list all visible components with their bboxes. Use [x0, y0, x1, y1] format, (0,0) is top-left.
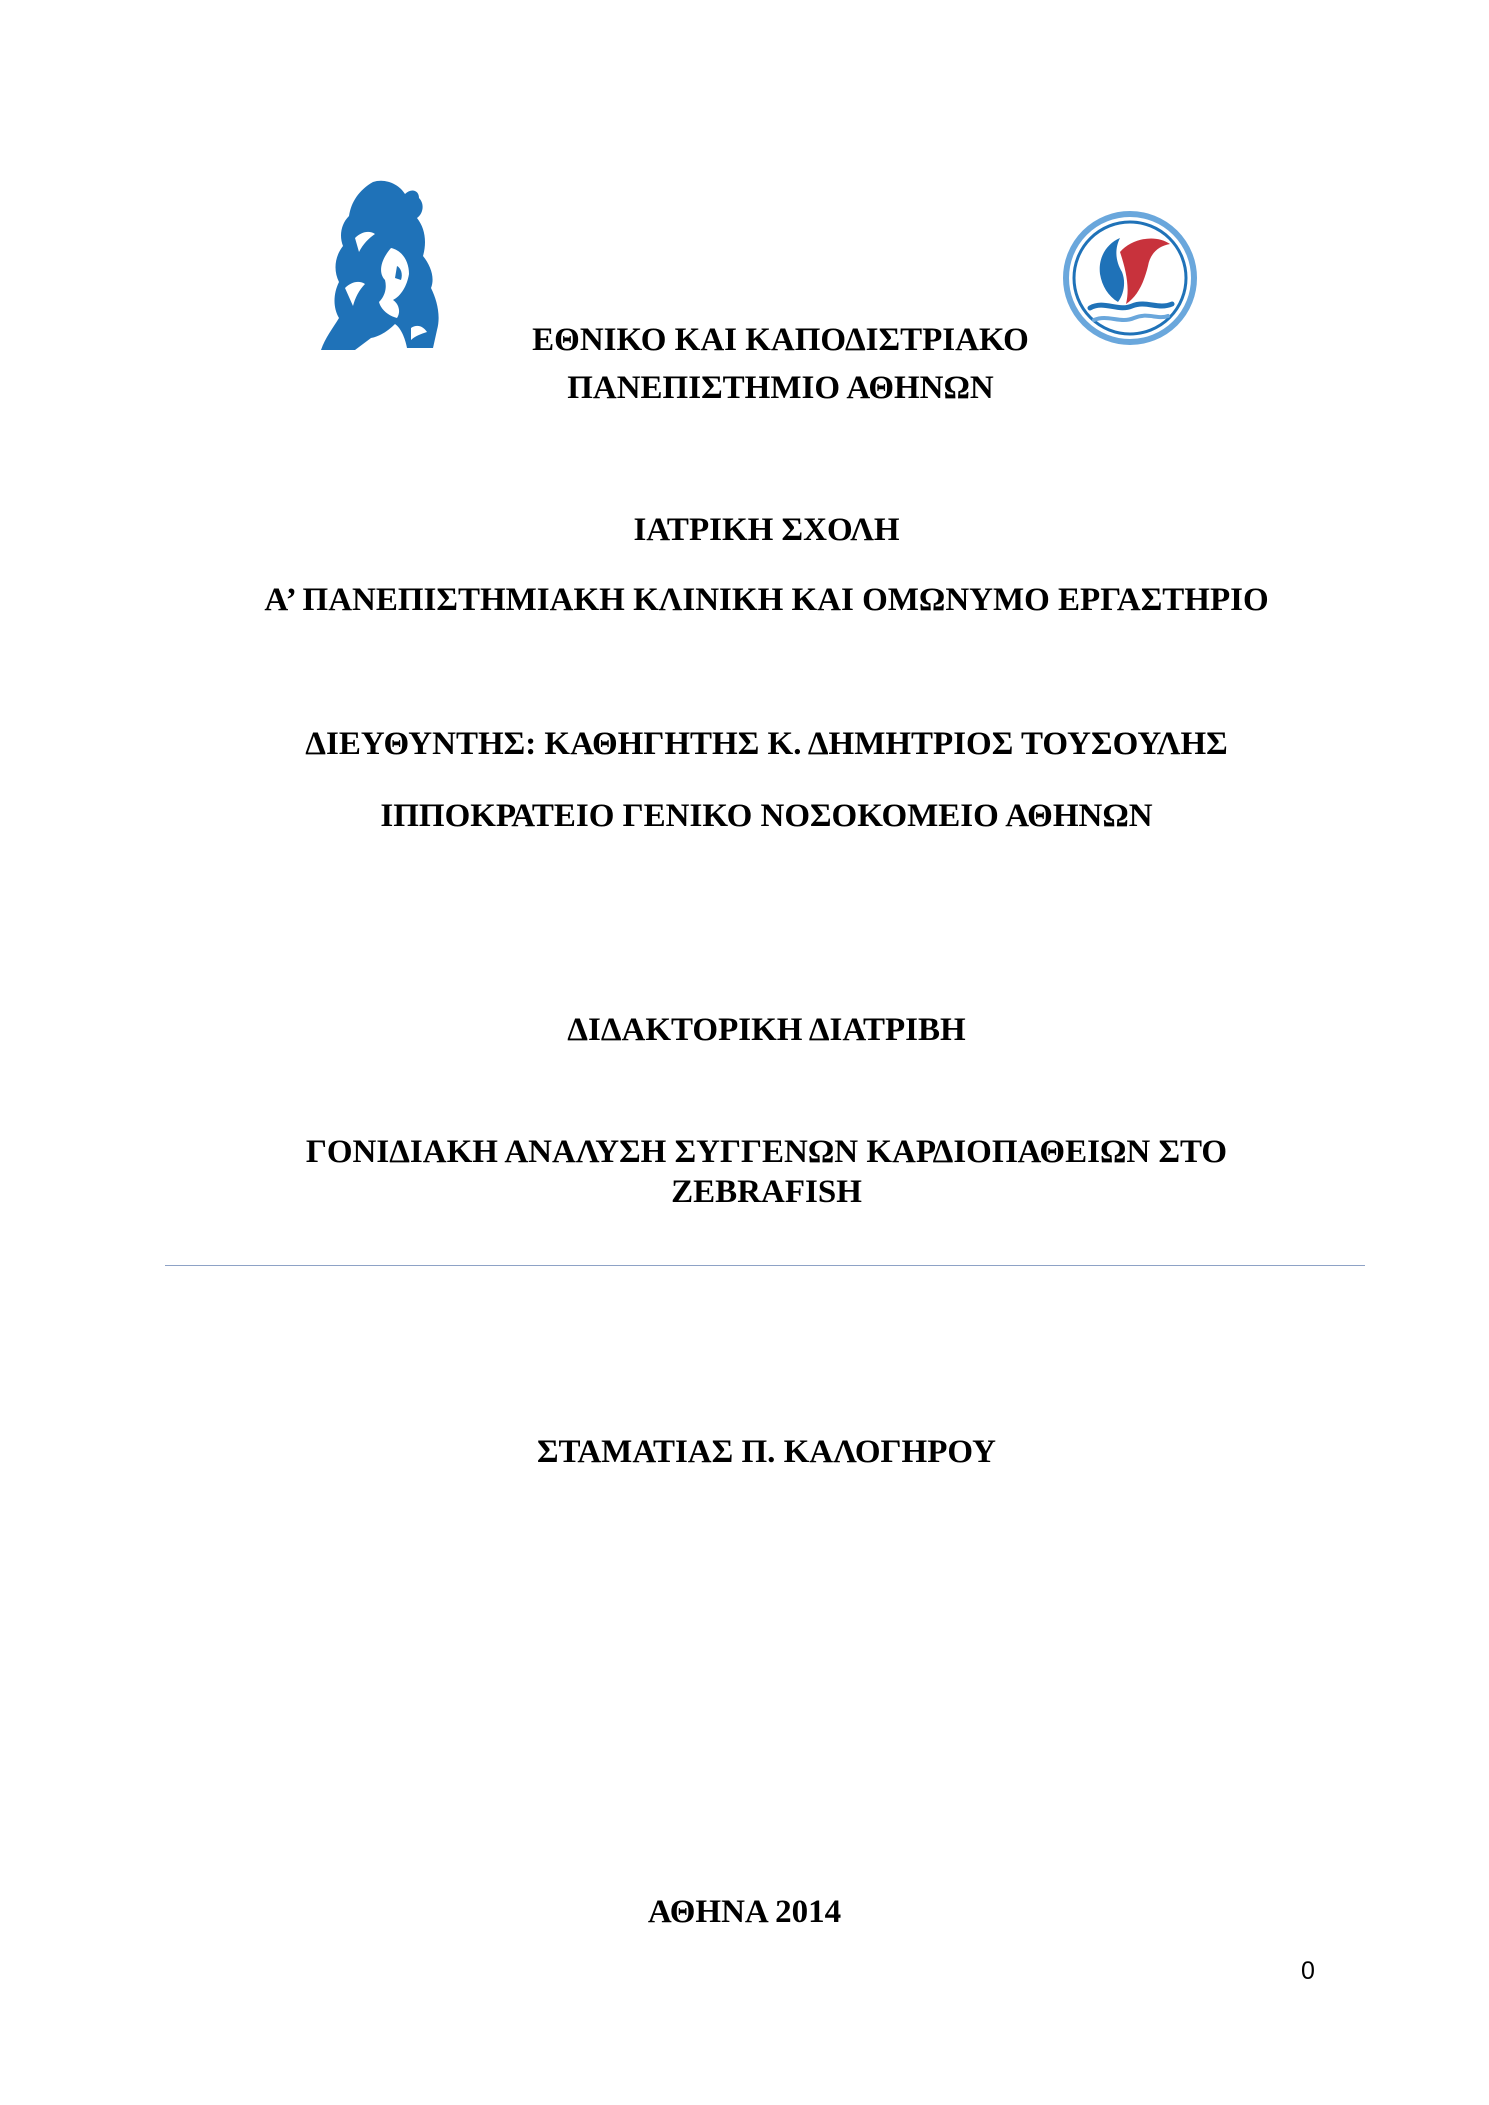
thesis-type: ΔΙΔΑΚΤΟΡΙΚΗ ΔΙΑΤΡΙΒΗ — [567, 1012, 966, 1048]
university-name-line2: ΠΑΝΕΠΙΣΤΗΜΙΟ ΑΘΗΝΩΝ — [567, 370, 994, 406]
school-name: ΙΑΤΡΙΚΗ ΣΧΟΛΗ — [633, 512, 900, 548]
place-and-year: ΑΘΗΝΑ 2014 — [647, 1894, 842, 1930]
thesis-title-line1: ΓΟΝΙΔΙΑΚΗ ΑΝΑΛΥΣΗ ΣΥΓΓΕΝΩΝ ΚΑΡΔΙΟΠΑΘΕΙΩΝ ΣΤΟ — [305, 1134, 1228, 1170]
director-line: ΔΙΕΥΘΥΝΤΗΣ: ΚΑΘΗΓΗΤΗΣ Κ. ΔΗΜΗΤΡΙΟΣ ΤΟΥΣΟΥΛΗΣ — [305, 726, 1228, 762]
thesis-title-line2: ZEBRAFISH — [671, 1174, 862, 1210]
university-name-line1: ΕΘΝΙΚΟ ΚΑΙ ΚΑΠΟΔΙΣΤΡΙΑΚΟ — [532, 322, 1029, 358]
clinic-name: Α’ ΠΑΝΕΠΙΣΤΗΜΙΑΚΗ ΚΛΙΝΙΚΗ ΚΑΙ ΟΜΩΝΥΜΟ ΕΡΓΑΣΤΗΡΙΟ — [264, 582, 1269, 618]
page-number: 0 — [1301, 1957, 1315, 1985]
author-name: ΣΤΑΜΑΤΙΑΣ Π. ΚΑΛΟΓΗΡΟΥ — [536, 1434, 997, 1470]
horizontal-rule — [165, 1265, 1365, 1266]
hospital-name: ΙΠΠΟΚΡΑΤΕΙΟ ΓΕΝΙΚΟ ΝΟΣΟΚΟΜΕΙΟ ΑΘΗΝΩΝ — [380, 798, 1153, 834]
